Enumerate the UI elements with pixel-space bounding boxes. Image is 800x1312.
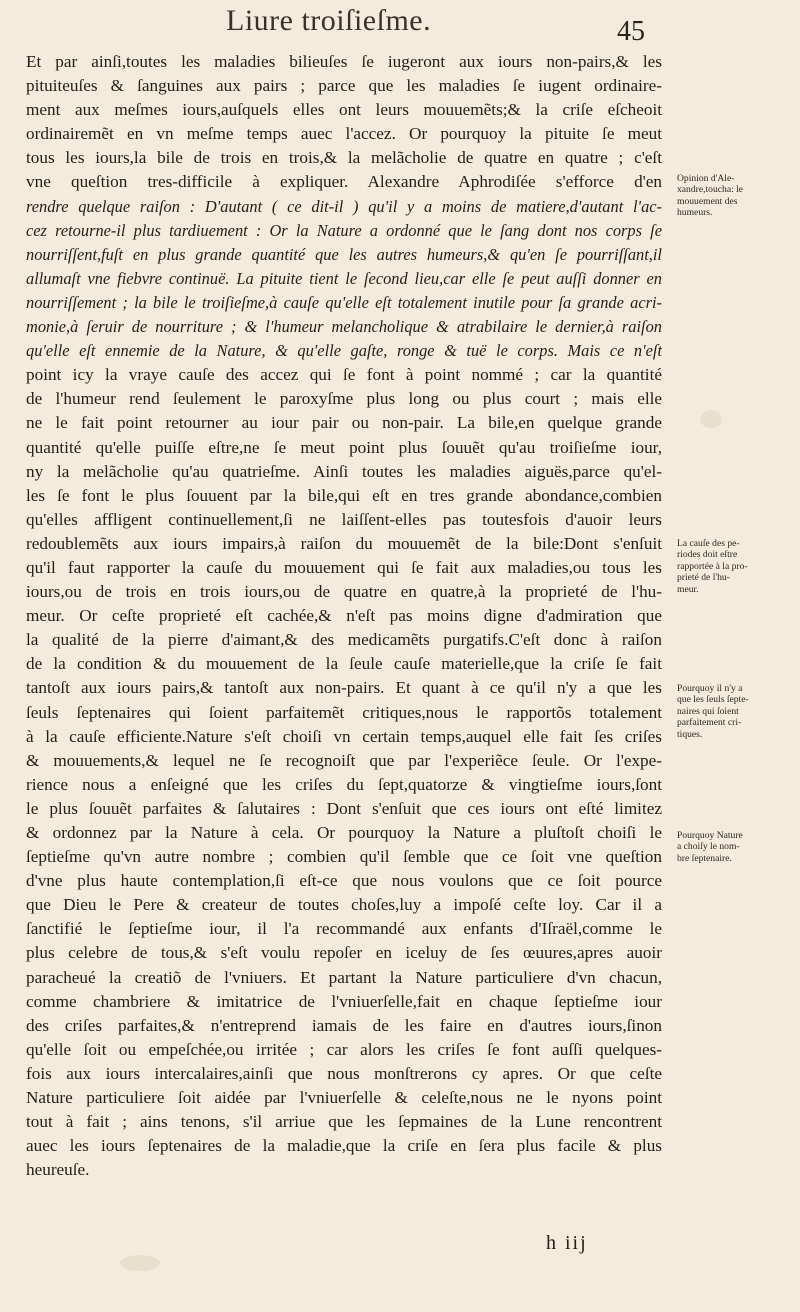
text-line: monie,à ſeruir de nourriture ; & l'humeur melancholique & atrabilaire le dernier,à raiſon: [26, 317, 662, 337]
text-line: Et par ainſi,toutes les maladies bilieuſes ſe iugeront aux iours non-pairs,& les: [26, 52, 662, 71]
text-line: la qualité de la pierre d'aimant,& des medicamẽts purgatifs.C'eſt donc à raiſon: [26, 630, 662, 650]
text-line: iours,ou de trois en trois iours,ou de quatre en quatre,à la proprieté de l'hu-: [26, 582, 662, 602]
margin-note-line: meur.: [677, 583, 699, 595]
text-line: heureuſe.: [26, 1160, 90, 1180]
text-line: ſanctifié le ſeptieſme iour, il l'a recommandé aux enfants d'Iſraël,comme le: [26, 919, 662, 939]
text-line: qu'elle eſt ennemie de la Nature, & qu'elle gaſte, ronge & tuë le corps. Mais ce n'eſt: [26, 341, 662, 361]
margin-note-line: parfaitement cri-: [677, 717, 742, 729]
text-line: meur. Or ceſte proprieté eſt cachée,& n'eſt pas moins digne d'admiration que: [26, 606, 662, 626]
text-line: qu'elle ſoit ou empeſchée,ou irritée ; car alors les criſes ſe font auſſi quelques-: [26, 1039, 662, 1059]
text-line: auec les iours ſeptenaires de la maladie,que la criſe en ſera plus facile & plus: [26, 1136, 662, 1156]
margin-note-septenaires: [677, 683, 789, 740]
text-line: ne le fait point retourner au iour pair ou non-pair. La bile,en quelque grande: [26, 413, 662, 433]
paper-stain: [120, 1255, 160, 1271]
text-line: cez retourne-il plus tardiuement : Or la Nature a ordonné que le ſang dont nos corps ſe: [26, 220, 662, 240]
margin-note-line: La cauſe des pe-: [677, 538, 740, 549]
text-line: de la condition & du mouuement de la ſeule cauſe materielle,que la criſe ſe fait: [26, 654, 662, 674]
text-line: plus celebre de tous,& s'eſt voulu repoſer en iceluy de ſes œuures,apres auoir: [26, 943, 662, 963]
text-line: tous les iours,la bile de trois en trois,& la melãcholie de quatre en quatre ; c'eſt: [26, 148, 662, 168]
text-line: d'vne plus haute contemplation,ſi eſt-ce que nous voulons que ce ſoit pource: [26, 871, 662, 891]
margin-note-cause-periodes: [677, 538, 789, 595]
margin-note-line: tiques.: [677, 728, 703, 740]
margin-note-line: Pourquoy il n'y a: [677, 683, 743, 694]
text-line: qu'elles affligent continuellement,ſi ne laiſſent-elles pas toutesfois d'auoir leurs: [26, 509, 662, 529]
signature-mark: h iij: [546, 1232, 588, 1254]
margin-note-nombre-septenaire: [677, 830, 789, 864]
margin-note-line: humeurs.: [677, 207, 713, 219]
text-line: de l'humeur rend ſeulement le paroxyſme plus long ou plus court ; mais elle: [26, 389, 662, 409]
text-line: & ordonnez par la Nature à cela. Or pourquoy la Nature a pluſtoſt choiſi le: [26, 823, 662, 842]
text-line: rience nous a enſeigné que les criſes du ſept,quatorze & vingtieſme iours,ſont: [26, 774, 662, 794]
text-line: tout à fait ; ains tenons, s'il arriue que les ſepmaines de la Lune rencontrent: [26, 1112, 662, 1132]
text-line: nourriſſent,fuſt en plus grande quantité que les autres humeurs,& qu'en ſe pourriſſant,il: [26, 244, 662, 264]
text-line: Nature particuliere ſoit aidée par l'vniuerſelle & celeſte,nous ne le nyons point: [26, 1088, 662, 1108]
text-line: ny la melãcholie qu'au quatrieſme. Ainſi toutes les maladies aiguës,parce qu'el-: [26, 461, 662, 481]
margin-note-line: xandre,toucha: le: [677, 184, 744, 196]
text-line: ordinairemẽt en vn meſme temps auec l'accez. Or pourquoy la pituite ſe meut: [26, 124, 662, 144]
running-head: Liure troiſieſme.: [226, 4, 432, 37]
margin-note-line: Opinion d'Ale-: [677, 173, 735, 184]
text-line: fois aux iours intercalaires,ainſi que nous monſtrerons cy apres. Or que ceſte: [26, 1063, 662, 1083]
text-line: quantité qu'elle puiſſe eſtre,ne ſe meut point plus ſouuẽt qu'au troiſieſme iour,: [26, 437, 662, 457]
margin-note-line: que les ſeuls ſepte-: [677, 694, 749, 706]
text-line: paracheué la creatiõ de l'vniuers. Et partant la Nature particuliere d'vn chacun,: [26, 967, 662, 987]
text-line: rendre quelque raiſon : D'autant ( ce dit-il ) qu'il y a moins de matiere,d'autant l'ac-: [26, 196, 662, 216]
text-line: allumaſt vne fiebvre continuë. La pituite tient le ſecond lieu,car elle ſe peut auſſi donner en: [26, 268, 662, 288]
margin-note-line: prieté de l'hu-: [677, 572, 730, 584]
text-line: comme chambriere & imitatrice de l'vniuerſelle,fait en chaque ſeptieſme iour: [26, 991, 662, 1011]
margin-note-line: riodes doit eſtre: [677, 549, 738, 561]
text-line: vne queſtion tres-difficile à expliquer. Alexandre Aphrodiſée s'efforce d'en: [26, 172, 662, 192]
text-line: que Dieu le Pere & createur de toutes choſes,luy a impoſé ceſte loy. Car il a: [26, 895, 662, 915]
text-line: & mouuements,& lequel ne ſe recognoiſt que par l'experiẽce ſeule. Or l'expe-: [26, 750, 662, 770]
text-line: les ſe font le plus ſouuent par la bile,qui eſt en tres grande abondance,combien: [26, 485, 662, 505]
page-number: 45: [617, 16, 645, 47]
text-line: point icy la vraye cauſe des accez qui ſe font à point nommé ; car la quantité: [26, 365, 662, 385]
text-line: pituiteuſes & ſanguines aux pairs ; parce que les maladies ſe iugent ordinaire-: [26, 76, 662, 96]
margin-note-opinion: [677, 173, 789, 219]
margin-note-line: naires qui ſoient: [677, 705, 739, 717]
text-line: à la cauſe efficiente.Nature s'eſt choiſi vn certain temps,auquel elle fait ſes criſes: [26, 726, 662, 746]
paper-stain: [700, 410, 722, 428]
text-line: le plus ſouuẽt parfaites & ſalutaires : Dont s'enſuit que ces iours ont eſté limitez: [26, 798, 662, 818]
body-text: [26, 50, 662, 1182]
text-line: qu'il faut rapporter la cauſe du mouuement qui ſe fait aux maladies,ou tous les: [26, 557, 662, 577]
text-line: ſeptieſme qu'vn autre nombre ; combien qu'il ſemble que ce ſoit vne queſtion: [26, 847, 662, 867]
text-line: redoublemẽts aux iours impairs,à raiſon du mouuemẽt de la bile:Dont s'enſuit: [26, 533, 662, 553]
margin-note-line: mouuement des: [677, 195, 738, 207]
text-line: ſeuls ſeptenaires qui ſoient parfaitemẽt critiques,nous le rapportõs totalement: [26, 702, 662, 722]
margin-note-line: Pourquoy Nature: [677, 830, 743, 841]
margin-note-line: rapportée à la pro-: [677, 560, 748, 572]
text-line: ment aux meſmes iours,auſquels elles ont leurs mouuemẽts;& la criſe eſcheoit: [26, 100, 662, 120]
text-line: tantoſt aux iours pairs,& tantoſt aux non-pairs. Et quant à ce qu'il n'y a que les: [26, 678, 662, 698]
margin-note-line: a choiſy le nom-: [677, 841, 740, 853]
margin-note-line: bre ſeptenaire.: [677, 852, 732, 864]
text-line: des criſes parfaites,& n'entreprend iamais de les faire en d'autres iours,ſinon: [26, 1015, 662, 1035]
text-line: nourriſſement ; la bile le troiſieſme,à cauſe qu'elle eſt totalement inutile pour ſa grande acri-: [26, 292, 662, 312]
